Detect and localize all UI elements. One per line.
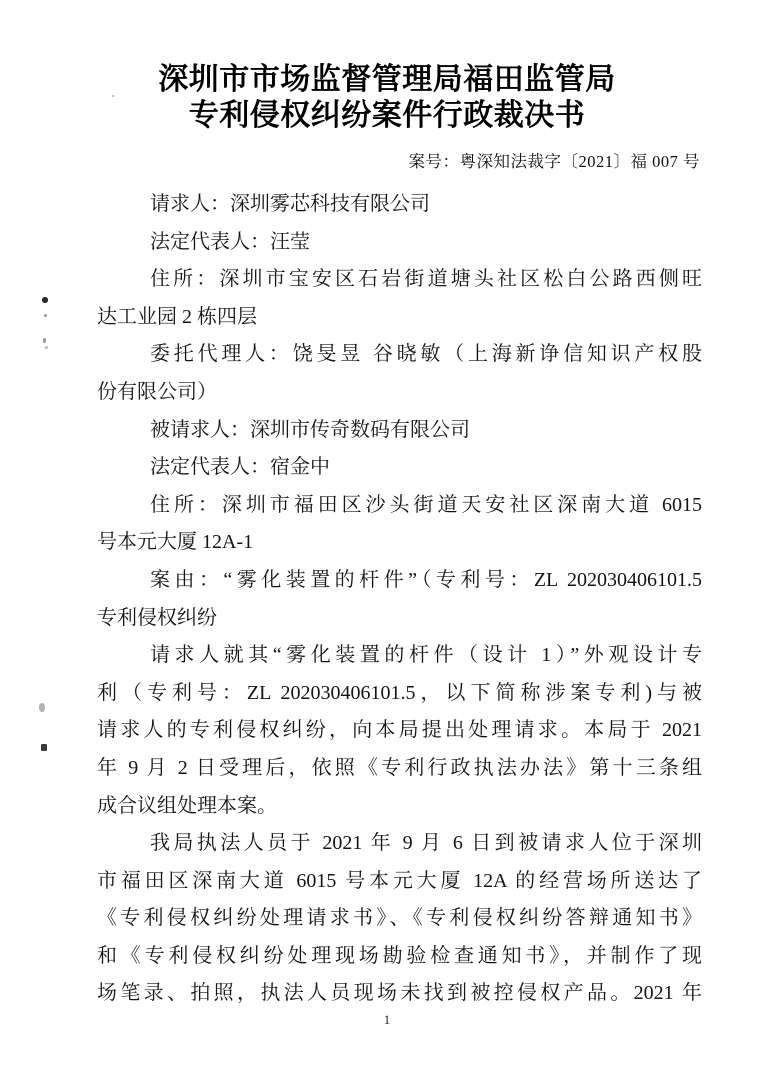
document-line: 成合议组处理本案。 (97, 794, 277, 817)
document-line: 请求人的专利侵权纠纷，向本局提出处理请求。本局于 2021 (97, 719, 702, 742)
document-line: 和《专利侵权纠纷处理现场勘验检查通知书》，并制作了现 (97, 944, 702, 967)
document-line: 请求人：深圳雾芯科技有限公司 (150, 193, 430, 215)
page-number: 1 (383, 1012, 391, 1027)
scan-speck (39, 703, 45, 712)
document-line: 住所：深圳市福田区沙头街道天安社区深南大道 6015 (150, 493, 702, 516)
document-line: 我局执法人员于 2021 年 9 月 6 日到被请求人位于深圳 (150, 832, 702, 855)
document-line: 市福田区深南大道 6015 号本元大厦 12A 的经营场所送达了 (97, 869, 702, 892)
document-line: 达工业园 2 栋四层 (97, 305, 257, 328)
document-line: 请求人就其“雾化装置的杆件（设计 1）”外观设计专 (150, 644, 702, 667)
document-title-line1: 深圳市市场监督管理局福田监管局 (158, 63, 616, 96)
document-line: 份有限公司） (97, 380, 217, 403)
document-line: 案由：“雾化装置的杆件”（专利号：ZL 202030406101.5 (150, 568, 702, 591)
case-number: 案号：粤深知法裁字〔2021〕福 007 号 (408, 152, 700, 171)
document-line: 专利侵权纠纷 (97, 606, 217, 629)
scan-speck (44, 314, 47, 317)
document-line: 被请求人：深圳市传奇数码有限公司 (150, 418, 470, 441)
document-line: 委托代理人：饶旻昱 谷晓敏（上海新诤信知识产权股 (150, 343, 702, 366)
scan-speck (45, 346, 48, 349)
document-line: 《专利侵权纠纷处理请求书》、《专利侵权纠纷答辩通知书》 (97, 907, 702, 930)
document-line: 场笔录、拍照，执法人员现场未找到被控侵权产品。2021 年 (97, 982, 702, 1005)
scan-speck (41, 744, 47, 751)
document-title-line2: 专利侵权纠纷案件行政裁决书 (188, 99, 586, 132)
scan-speck (43, 338, 46, 343)
document-line: 年 9 月 2 日受理后，依照《专利行政执法办法》第十三条组 (97, 756, 702, 779)
scan-speck (112, 95, 114, 97)
document-line: 法定代表人：汪莹 (150, 230, 310, 253)
document-line: 法定代表人：宿金中 (150, 456, 330, 479)
document-line: 利（专利号：ZL 202030406101.5，以下简称涉案专利)与被 (97, 681, 702, 704)
document-line: 号本元大厦 12A-1 (97, 531, 254, 554)
document-body (97, 186, 702, 1013)
scan-speck (42, 297, 48, 303)
document-line: 住所：深圳市宝安区石岩街道塘头社区松白公路西侧旺 (150, 268, 702, 291)
